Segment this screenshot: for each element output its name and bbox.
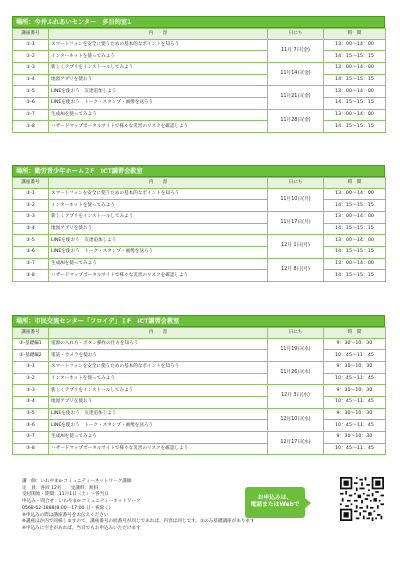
course-content: スマートフォンを安全に使うための基本的なポイントを知ろう: [49, 361, 268, 373]
course-date: 12月 3日(水): [268, 385, 324, 408]
course-date: 11月 7日(金): [268, 39, 324, 62]
footer: [12, 477, 385, 557]
course-time: 10：45～11：45: [324, 373, 386, 385]
course-content: 新しくアプリをインストールしてみよう: [49, 62, 268, 74]
course-content: LINEを使おう 友達追加しよう: [49, 235, 268, 247]
table-header-row: [13, 328, 386, 339]
course-date: 11月10日(月): [268, 188, 324, 211]
course-content: スマートフォンを安全に使うための基本的なポイントを知ろう: [49, 188, 268, 200]
course-number: ③-7: [13, 432, 49, 444]
table-row: [13, 246, 386, 258]
course-time: 14：15～15：15: [324, 270, 386, 282]
table-row: [13, 62, 386, 74]
course-time: 13：00～14：00: [324, 109, 386, 121]
course-number: ①-2: [13, 51, 49, 63]
course-time: 13：00～14：00: [324, 258, 386, 270]
table-row: [13, 39, 386, 51]
course-time: 14：15～15：15: [324, 121, 386, 133]
course-date: 11月26日(水): [268, 361, 324, 384]
course-content: 生成AIを使ってみよう: [49, 432, 268, 444]
apply-badge: [245, 487, 305, 518]
course-content: ハザードマップポータルサイトで様々な災害のリスクを確認しよう: [49, 121, 268, 133]
table-row: [13, 350, 386, 362]
table-row: [13, 408, 386, 420]
info-note-1: ※申込みの際は講座番号をお伝えください: [22, 512, 109, 518]
course-time: 9：30～10：30: [324, 432, 386, 444]
course-number: ③-1: [13, 361, 49, 373]
course-number: ③-3: [13, 385, 49, 397]
table-row: [13, 223, 386, 235]
section-1: [12, 16, 385, 133]
table-row: [13, 74, 386, 86]
table-row: [13, 109, 386, 121]
badge-line-2: 電話またはWebで: [250, 502, 300, 508]
course-time: 13：00～14：00: [324, 235, 386, 247]
badge-line-1: お申込みは、: [257, 495, 293, 501]
course-time: 9：30～10：30: [324, 361, 386, 373]
course-number: ②-1: [13, 188, 49, 200]
course-content: LINEを使おう トーク・スタンプ・画像を送ろう: [49, 420, 268, 432]
table-row: [13, 396, 386, 408]
course-date: 12月 8日(月): [268, 258, 324, 281]
course-content: インターネットを使ってみよう: [49, 200, 268, 212]
schedule-table: [12, 28, 386, 133]
table-row: [13, 373, 386, 385]
info-line-capacity: 定 員：各回 12名 受講料：無料: [22, 485, 99, 491]
course-time: 9：30～10：30: [324, 408, 386, 420]
header-date: 日にち: [268, 29, 324, 40]
course-number: ②-7: [13, 258, 49, 270]
table-header-row: [13, 178, 386, 189]
table-row: [13, 338, 386, 350]
course-time: 9：30～10：30: [324, 338, 386, 350]
table-row: [13, 432, 386, 444]
table-row: [13, 188, 386, 200]
arrow-right-icon: [304, 497, 311, 509]
course-time: 14：15～15：15: [324, 223, 386, 235]
course-number: ③-4: [13, 396, 49, 408]
course-content: ハザードマップポータルサイトで様々な災害のリスクを確認しよう: [49, 443, 268, 455]
table-row: [13, 270, 386, 282]
table-row: [13, 385, 386, 397]
table-row: [13, 51, 386, 63]
course-content: 地図アプリを使おう: [49, 74, 268, 86]
schedule-table: [12, 177, 386, 282]
course-time: 9：30～10：30: [324, 385, 386, 397]
course-number: ③-基礎編1: [13, 338, 49, 350]
header-content: 内 容: [49, 328, 268, 339]
course-time: 13：00～14：00: [324, 62, 386, 74]
info-line-contact: 申込み・問合せ：いわやまe-コミュニティーネットワーク: [22, 499, 141, 505]
course-time: 14：15～15：15: [324, 200, 386, 212]
course-number: ①-5: [13, 86, 49, 98]
course-number: ①-1: [13, 39, 49, 51]
course-content: インターネットを使ってみよう: [49, 51, 268, 63]
course-date: 11月17日(月): [268, 211, 324, 234]
course-content: インターネットを使ってみよう: [49, 373, 268, 385]
course-time: 13：00～14：00: [324, 39, 386, 51]
course-content: LINEを使おう 友達追加しよう: [49, 408, 268, 420]
course-number: ①-3: [13, 62, 49, 74]
header-num: 講座番号: [13, 178, 49, 189]
course-content: LINEを使おう トーク・スタンプ・画像を送ろう: [49, 246, 268, 258]
table-row: [13, 97, 386, 109]
table-row: [13, 443, 386, 455]
course-content: 地図アプリを使おう: [49, 223, 268, 235]
course-date: 11月21日(金): [268, 86, 324, 109]
table-row: [13, 361, 386, 373]
course-content: 生成AIを使ってみよう: [49, 109, 268, 121]
table-row: [13, 121, 386, 133]
header-date: 日にち: [268, 328, 324, 339]
course-time: 13：00～14：00: [324, 86, 386, 98]
course-content: 電源の入れ方・ボタン操作の仕方を知ろう: [49, 338, 268, 350]
course-number: ②-2: [13, 200, 49, 212]
course-number: ②-3: [13, 211, 49, 223]
course-time: 14：15～15：15: [324, 74, 386, 86]
course-number: ②-8: [13, 270, 49, 282]
course-time: 13：00～14：00: [324, 211, 386, 223]
table-row: [13, 211, 386, 223]
course-date: 12月17日(水): [268, 432, 324, 455]
header-content: 内 容: [49, 29, 268, 40]
course-number: ①-4: [13, 74, 49, 86]
header-date: 日にち: [268, 178, 324, 189]
course-date: 11月19日(水): [268, 338, 324, 361]
table-row: [13, 258, 386, 270]
course-content: 電話・カメラを使おう: [49, 350, 268, 362]
header-time: 時 間: [324, 29, 386, 40]
section-2: [12, 165, 385, 282]
course-number: ③-5: [13, 408, 49, 420]
course-time: 10：45～11：45: [324, 350, 386, 362]
table-row: [13, 235, 386, 247]
table-header-row: [13, 29, 386, 40]
course-date: 12月10日(水): [268, 408, 324, 431]
section-title: 場所：今井ふれあいセンター 多目的室1: [12, 16, 385, 28]
course-date: 11月14日(金): [268, 62, 324, 85]
course-number: ②-5: [13, 235, 49, 247]
table-row: [13, 200, 386, 212]
info-note-3: ※申込みに空きがあれば、当日でもお申込みいただけます: [22, 525, 141, 531]
course-date: 12月 1日(月): [268, 235, 324, 258]
course-number: ②-6: [13, 246, 49, 258]
schedule-table: [12, 327, 386, 455]
course-number: ②-4: [13, 223, 49, 235]
section-3: [12, 315, 385, 455]
table-row: [13, 86, 386, 98]
course-time: 10：45～11：45: [324, 443, 386, 455]
header-num: 講座番号: [13, 328, 49, 339]
course-time: 14：15～15：15: [324, 246, 386, 258]
course-content: 生成AIを使ってみよう: [49, 258, 268, 270]
course-content: 地図アプリを使おう: [49, 396, 268, 408]
course-content: 新しくアプリをインストールしてみよう: [49, 211, 268, 223]
course-content: ハザードマップポータルサイトで様々な災害のリスクを確認しよう: [49, 270, 268, 282]
course-time: 14：15～15：15: [324, 51, 386, 63]
qr-code-icon[interactable]: [340, 477, 384, 521]
course-time: 10：45～11：45: [324, 420, 386, 432]
course-content: LINEを使おう 友達追加しよう: [49, 86, 268, 98]
course-date: 11月28日(金): [268, 109, 324, 132]
course-time: 13：00～14：00: [324, 188, 386, 200]
info-line-instructor: 講 師：いわやまe-コミュニティーネットワーク講師: [22, 479, 132, 484]
course-content: LINEを使おう トーク・スタンプ・画像を送ろう: [49, 97, 268, 109]
course-number: ③-基礎編2: [13, 350, 49, 362]
course-number: ③-6: [13, 420, 49, 432]
course-content: スマートフォンを安全に使うための基本的なポイントを知ろう: [49, 39, 268, 51]
info-note-2: ※講座ほか内で同様しますので、講座番号の続番号が同じであれば、内容は同じです。①のみ基礎講座があります: [22, 519, 255, 525]
info-block: [22, 479, 255, 533]
header-content: 内 容: [49, 178, 268, 189]
section-title: 場所：勤労青少年ホーム２F ICT講習会教室: [12, 165, 385, 177]
section-title: 場所：市民交流センター「フロイデ」１F ICT講習会教室: [12, 315, 385, 327]
course-time: 10：45～11：45: [324, 396, 386, 408]
table-row: [13, 420, 386, 432]
course-number: ①-8: [13, 121, 49, 133]
header-num: 講座番号: [13, 29, 49, 40]
header-time: 時 間: [324, 328, 386, 339]
header-time: 時 間: [324, 178, 386, 189]
info-line-period: 受付開始・期間：11月1日（土）～各当日: [22, 492, 109, 498]
course-time: 14：15～15：15: [324, 97, 386, 109]
course-number: ③-8: [13, 443, 49, 455]
course-number: ③-2: [13, 373, 49, 385]
info-line-phone[interactable]: 0568-62-1888(8:00～17:00 日・祝除く): [22, 505, 111, 511]
course-number: ①-6: [13, 97, 49, 109]
course-content: 新しくアプリをインストールしてみよう: [49, 385, 268, 397]
course-number: ①-7: [13, 109, 49, 121]
